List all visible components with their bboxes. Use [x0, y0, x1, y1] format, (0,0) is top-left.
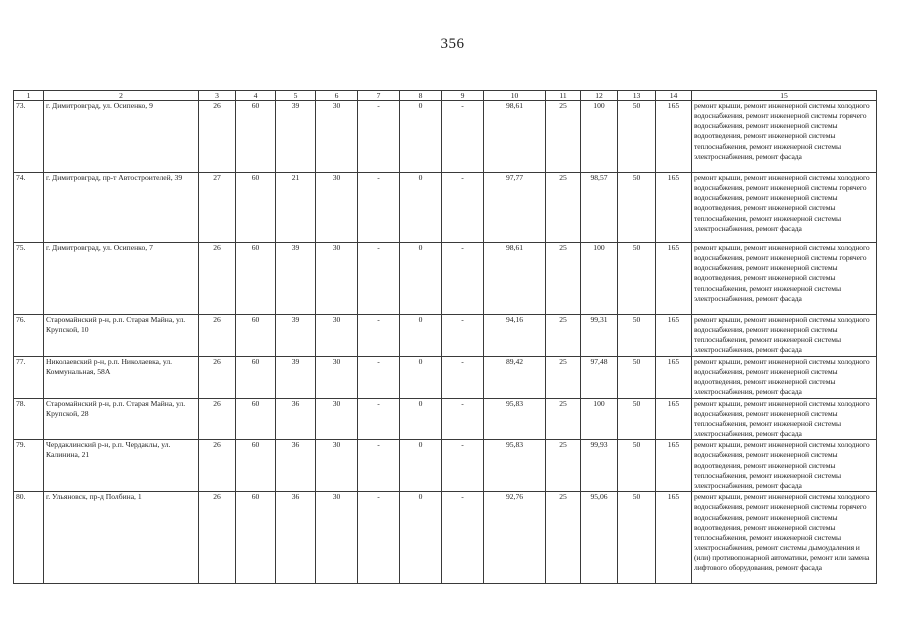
cell-col13: 50	[618, 440, 656, 492]
row-address: г. Димитровград, ул. Осипенко, 7	[44, 243, 199, 315]
row-works: ремонт крыши, ремонт инженерной системы холодного водоснабжения, ремонт инженерной системы водоотведения, ремонт инженерной системы теплоснабжения, ремонт инженерной системы электроснабжения, ремонт фасада	[692, 440, 877, 492]
row-works: ремонт крыши, ремонт инженерной системы холодного водоснабжения, ремонт инженерной системы горячего водоснабжения, ремонт инженерной системы водоотведения, ремонт инженерной системы теплоснабжения, ремонт инженерной системы электроснабжения, ремонт системы дымоудаления и (или) противопожарной автоматики, ремонт или замена лифтового оборудования, ремонт фасада	[692, 492, 877, 584]
column-header: 3	[199, 91, 236, 101]
column-header: 6	[316, 91, 358, 101]
cell-col4: 60	[236, 398, 276, 440]
cell-col6: 30	[316, 357, 358, 399]
cell-col5: 36	[276, 492, 316, 584]
cell-col10: 95,83	[484, 398, 546, 440]
column-header: 5	[276, 91, 316, 101]
cell-col11: 25	[546, 357, 581, 399]
cell-col13: 50	[618, 173, 656, 243]
cell-col5: 39	[276, 357, 316, 399]
cell-col7: -	[358, 173, 400, 243]
cell-col7: -	[358, 440, 400, 492]
cell-col6: 30	[316, 101, 358, 173]
cell-col12: 99,31	[581, 315, 618, 357]
cell-col7: -	[358, 243, 400, 315]
cell-col14: 165	[656, 398, 692, 440]
column-header: 10	[484, 91, 546, 101]
cell-col14: 165	[656, 440, 692, 492]
cell-col11: 25	[546, 315, 581, 357]
cell-col3: 26	[199, 315, 236, 357]
table-row	[14, 398, 877, 440]
row-address: г. Димитровград, ул. Осипенко, 9	[44, 101, 199, 173]
table-row	[14, 243, 877, 315]
cell-col11: 25	[546, 173, 581, 243]
cell-col11: 25	[546, 398, 581, 440]
cell-col3: 26	[199, 101, 236, 173]
row-number: 78.	[14, 398, 44, 440]
row-number: 76.	[14, 315, 44, 357]
cell-col6: 30	[316, 173, 358, 243]
cell-col9: -	[442, 173, 484, 243]
cell-col8: 0	[400, 315, 442, 357]
cell-col10: 98,61	[484, 101, 546, 173]
row-works: ремонт крыши, ремонт инженерной системы холодного водоснабжения, ремонт инженерной системы горячего водоснабжения, ремонт инженерной системы водоотведения, ремонт инженерной системы теплоснабжения, ремонт инженерной системы электроснабжения, ремонт фасада	[692, 101, 877, 173]
cell-col7: -	[358, 101, 400, 173]
cell-col8: 0	[400, 357, 442, 399]
cell-col5: 21	[276, 173, 316, 243]
cell-col6: 30	[316, 440, 358, 492]
cell-col4: 60	[236, 243, 276, 315]
table-row	[14, 440, 877, 492]
row-works: ремонт крыши, ремонт инженерной системы холодного водоснабжения, ремонт инженерной системы теплоснабжения, ремонт инженерной системы электроснабжения, ремонт фасада	[692, 315, 877, 357]
cell-col9: -	[442, 243, 484, 315]
cell-col14: 165	[656, 315, 692, 357]
cell-col8: 0	[400, 101, 442, 173]
cell-col14: 165	[656, 243, 692, 315]
cell-col13: 50	[618, 315, 656, 357]
row-number: 79.	[14, 440, 44, 492]
row-number: 80.	[14, 492, 44, 584]
cell-col12: 97,48	[581, 357, 618, 399]
cell-col11: 25	[546, 101, 581, 173]
row-address: г. Ульяновск, пр-д Полбина, 1	[44, 492, 199, 584]
cell-col9: -	[442, 492, 484, 584]
table-row	[14, 173, 877, 243]
cell-col7: -	[358, 398, 400, 440]
cell-col9: -	[442, 398, 484, 440]
cell-col6: 30	[316, 315, 358, 357]
cell-col13: 50	[618, 101, 656, 173]
cell-col12: 98,57	[581, 173, 618, 243]
row-number: 73.	[14, 101, 44, 173]
cell-col11: 25	[546, 492, 581, 584]
column-header: 7	[358, 91, 400, 101]
column-header: 11	[546, 91, 581, 101]
table-row	[14, 492, 877, 584]
cell-col14: 165	[656, 492, 692, 584]
cell-col4: 60	[236, 440, 276, 492]
cell-col6: 30	[316, 492, 358, 584]
cell-col11: 25	[546, 243, 581, 315]
column-header: 2	[44, 91, 199, 101]
cell-col14: 165	[656, 357, 692, 399]
table-row	[14, 357, 877, 399]
cell-col11: 25	[546, 440, 581, 492]
row-works: ремонт крыши, ремонт инженерной системы холодного водоснабжения, ремонт инженерной системы горячего водоснабжения, ремонт инженерной системы водоотведения, ремонт инженерной системы теплоснабжения, ремонт инженерной системы электроснабжения, ремонт фасада	[692, 243, 877, 315]
register-table	[13, 90, 877, 584]
column-header: 15	[692, 91, 877, 101]
cell-col9: -	[442, 315, 484, 357]
cell-col10: 94,16	[484, 315, 546, 357]
cell-col10: 92,76	[484, 492, 546, 584]
cell-col4: 60	[236, 101, 276, 173]
row-works: ремонт крыши, ремонт инженерной системы холодного водоснабжения, ремонт инженерной системы горячего водоснабжения, ремонт инженерной системы водоотведения, ремонт инженерной системы теплоснабжения, ремонт инженерной системы электроснабжения, ремонт фасада	[692, 173, 877, 243]
cell-col8: 0	[400, 243, 442, 315]
cell-col10: 97,77	[484, 173, 546, 243]
cell-col5: 39	[276, 243, 316, 315]
cell-col4: 60	[236, 357, 276, 399]
column-header: 1	[14, 91, 44, 101]
cell-col10: 89,42	[484, 357, 546, 399]
cell-col5: 39	[276, 101, 316, 173]
cell-col10: 95,83	[484, 440, 546, 492]
cell-col12: 100	[581, 243, 618, 315]
cell-col9: -	[442, 357, 484, 399]
cell-col13: 50	[618, 243, 656, 315]
row-works: ремонт крыши, ремонт инженерной системы холодного водоснабжения, ремонт инженерной системы водоотведения, ремонт инженерной системы электроснабжения, ремонт фасада	[692, 357, 877, 399]
column-header: 14	[656, 91, 692, 101]
cell-col3: 26	[199, 492, 236, 584]
cell-col13: 50	[618, 357, 656, 399]
cell-col12: 100	[581, 101, 618, 173]
row-address: Николаевский р-н, р.п. Николаевка, ул. Коммунальная, 58А	[44, 357, 199, 399]
cell-col7: -	[358, 492, 400, 584]
cell-col5: 36	[276, 398, 316, 440]
cell-col12: 99,93	[581, 440, 618, 492]
cell-col12: 100	[581, 398, 618, 440]
column-header: 12	[581, 91, 618, 101]
cell-col3: 27	[199, 173, 236, 243]
row-address: г. Димитровград, пр-т Автостроителей, 39	[44, 173, 199, 243]
row-address: Чердаклинский р-н, р.п. Чердаклы, ул. Калинина, 21	[44, 440, 199, 492]
cell-col5: 39	[276, 315, 316, 357]
cell-col3: 26	[199, 440, 236, 492]
cell-col8: 0	[400, 173, 442, 243]
row-number: 77.	[14, 357, 44, 399]
cell-col10: 98,61	[484, 243, 546, 315]
cell-col13: 50	[618, 398, 656, 440]
column-number-row	[14, 91, 877, 101]
cell-col12: 95,06	[581, 492, 618, 584]
cell-col4: 60	[236, 173, 276, 243]
cell-col4: 60	[236, 315, 276, 357]
cell-col5: 36	[276, 440, 316, 492]
cell-col6: 30	[316, 243, 358, 315]
cell-col8: 0	[400, 492, 442, 584]
cell-col13: 50	[618, 492, 656, 584]
row-address: Старомайнский р-н, р.п. Старая Майна, ул. Крупской, 10	[44, 315, 199, 357]
cell-col9: -	[442, 440, 484, 492]
cell-col9: -	[442, 101, 484, 173]
cell-col3: 26	[199, 398, 236, 440]
cell-col4: 60	[236, 492, 276, 584]
row-number: 75.	[14, 243, 44, 315]
cell-col7: -	[358, 315, 400, 357]
cell-col3: 26	[199, 243, 236, 315]
table-row	[14, 101, 877, 173]
cell-col14: 165	[656, 173, 692, 243]
column-header: 8	[400, 91, 442, 101]
cell-col7: -	[358, 357, 400, 399]
cell-col14: 165	[656, 101, 692, 173]
cell-col3: 26	[199, 357, 236, 399]
row-number: 74.	[14, 173, 44, 243]
row-address: Старомайнский р-н, р.п. Старая Майна, ул. Крупской, 28	[44, 398, 199, 440]
column-header: 9	[442, 91, 484, 101]
page-number: 356	[440, 36, 465, 52]
cell-col8: 0	[400, 398, 442, 440]
cell-col8: 0	[400, 440, 442, 492]
table-row	[14, 315, 877, 357]
row-works: ремонт крыши, ремонт инженерной системы холодного водоснабжения, ремонт инженерной системы теплоснабжения, ремонт инженерной системы электроснабжения, ремонт фасада	[692, 398, 877, 440]
column-header: 13	[618, 91, 656, 101]
cell-col6: 30	[316, 398, 358, 440]
column-header: 4	[236, 91, 276, 101]
